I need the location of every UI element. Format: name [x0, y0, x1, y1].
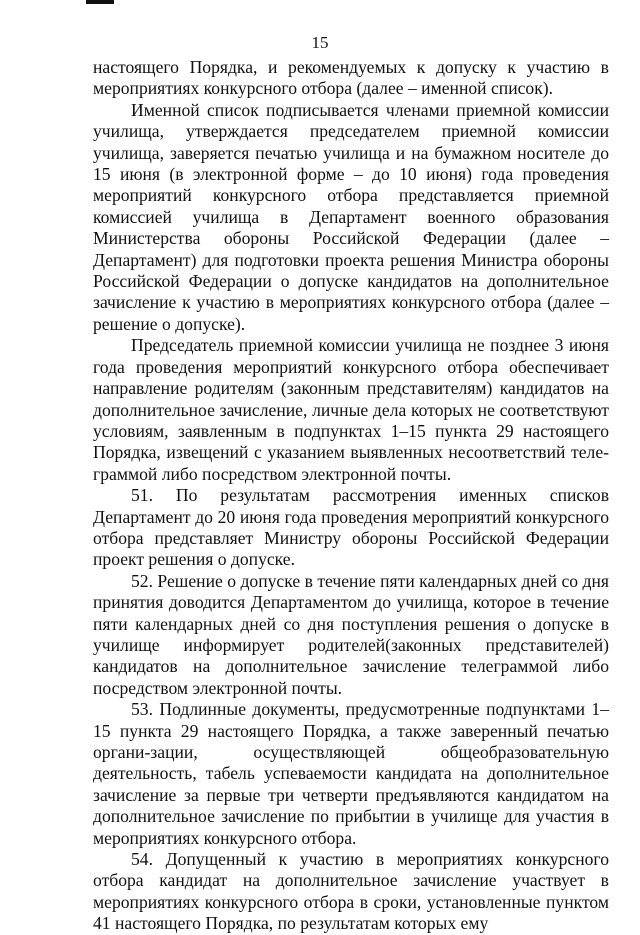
page-number: 15: [311, 33, 329, 52]
paragraph-item-52: 52. Решение о допуске в течение пяти календарных дней со дня принятия доводится Департаментом до училища, которое в течение пяти календарных дней со дня поступления решения о допуске в училище информирует родителей(законных представителей) кандидатов на дополнительное зачисление телеграммой либо посредством электронной почты.: [93, 570, 609, 698]
scan-edge-mark: [86, 0, 114, 4]
paragraph-item-51: 51. По результатам рассмотрения именных списков Департамент до 20 июня года проведения мероприятий конкурсного отбора представляет Министру обороны Российской Федерации проект решения о допуске.: [93, 485, 609, 570]
paragraph-item-54: 54. Допущенный к участию в мероприятиях конкурсного отбора кандидат на дополнительное зачисление участвует в мероприятиях конкурсного отбора в сроки, установленные пунктом 41 настоящего Порядка, по результатам которых ему: [93, 849, 609, 934]
document-body: [93, 57, 609, 935]
paragraph-item-53: 53. Подлинные документы, предусмотренные подпунктами 1–15 пункта 29 настоящего Порядка, а также заверенный печатью органи-зации, осуществляющей общеобразовательную деятельность, табель успеваемости кандидата на дополнительное зачисление за первые три четверти предъявляются кандидатом на дополнительное зачисление по прибытии в училище для участия в мероприятиях конкурсного отбора.: [93, 699, 609, 848]
paragraph-continuation: настоящего Порядка, и рекомендуемых к допуску к участию в мероприятиях конкурсного отбора (далее – именной список).: [93, 57, 609, 99]
paragraph-named-list-signing: Именной список подписывается членами приемной комиссии училища, утверждается председателем приемной комиссии училища, заверяется печатью училища и на бумажном носителе до 15 июня (в электронной форме – до 10 июня) года проведения мероприятий конкурсного отбора представляется приемной комиссией училища в Департамент военного образования Министерства обороны Российской Федерации (далее – Департамент) для подготовки проекта решения Министра обороны Российской Федерации о допуске кандидатов на дополнительное зачисление к участию в мероприятиях конкурсного отбора (далее – решение о допуске).: [93, 99, 609, 334]
paragraph-commission-chair-notice: Председатель приемной комиссии училища не позднее 3 июня года проведения мероприятий конкурсного отбора обеспечивает направление родителям (законным представителям) кандидатов на дополнительное зачисление, личные дела которых не соответствуют условиям, заявленным в подпунктах 1–15 пункта 29 настоящего Порядка, извещений с указанием выявленных несоответствий теле-граммой либо посредством электронной почты.: [93, 335, 609, 484]
